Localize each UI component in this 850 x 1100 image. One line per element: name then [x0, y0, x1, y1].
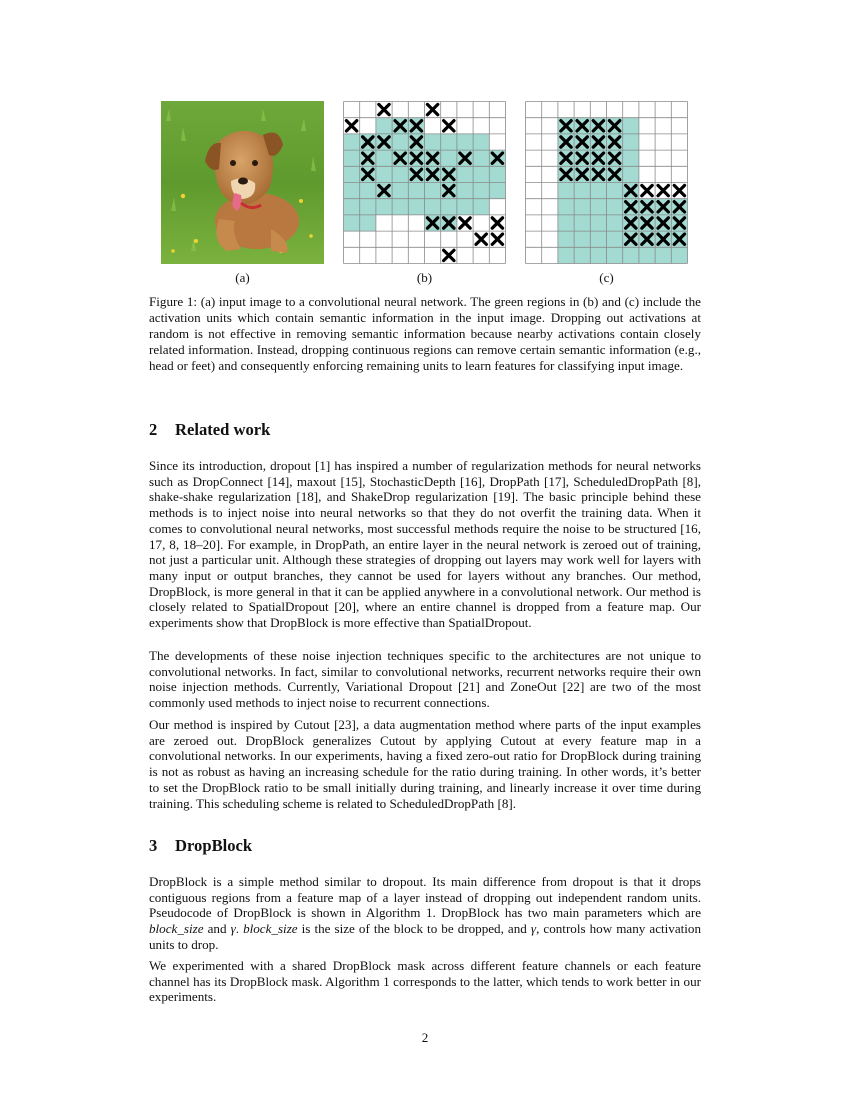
- paragraph: [149, 874, 701, 953]
- grid-c-semantic-cell: [623, 118, 639, 134]
- grid-c-semantic-cell: [574, 199, 590, 215]
- grid-c-semantic-cell: [574, 231, 590, 247]
- grid-c-semantic-cell: [623, 150, 639, 166]
- grid-b-semantic-cell: [473, 199, 489, 215]
- grid-c-semantic-cell: [623, 134, 639, 150]
- text-run: , controls how many activation units to drop.: [149, 921, 702, 952]
- grid-b-semantic-cell: [344, 134, 360, 150]
- grid-c-semantic-cell: [574, 247, 590, 263]
- paragraph: Since its introduction, dropout [1] has inspired a number of regularization methods for neural networks such as DropConnect [14], maxout [15], StochasticDepth [16], DropPath [17], ScheduledDropPath [8], shake-shake regularization [18], and ShakeDrop regularization [19]. The basic principle behind these methods is to inject noise into neural networks so that they do not overfit the training data. When it comes to convolutional neural networks, most successful methods require the noise to be structured [16, 17, 8, 18–20]. For example, in DropPath, an entire layer in the neural network is zeroed out of training, not just a particular unit. Although these strategies of dropping out layers may work well for layers with many input or output branches, they cannot be used for layers without any branches. Our method, DropBlock, is more general in that it can be applied anywhere in a convolutional network. Our method is closely related to SpatialDropout [20], where an entire channel is dropped from a feature map. Our experiments show that DropBlock is more effective than SpatialDropout.: [149, 458, 701, 631]
- grid-c-semantic-cell: [607, 199, 623, 215]
- text-run: .: [235, 921, 244, 937]
- grid-b-semantic-cell: [457, 166, 473, 182]
- page-number: 2: [421, 1030, 429, 1045]
- grid-b-semantic-cell: [457, 183, 473, 199]
- figure-panel-c: [525, 101, 688, 286]
- grid-c-semantic-cell: [607, 247, 623, 263]
- figure-caption: Figure 1: (a) input image to a convolutional neural network. The green regions in (b) and (c) include the activation units which contain semantic information in the input image. Dropping out activations at random is not effective in removing semantic information because nearby activations contain closely related information. Instead, dropping continuous regions can remove certain semantic information (e.g., head or feet) and consequently enforcing remaining units to learn features for classifying input image.: [149, 294, 701, 374]
- grid-b-semantic-cell: [392, 199, 408, 215]
- section-number: 3: [149, 836, 158, 855]
- grid-c-semantic-cell: [590, 215, 606, 231]
- grid-b-semantic-cell: [473, 134, 489, 150]
- grid-b-semantic-cell: [360, 199, 376, 215]
- grid-b-semantic-cell: [489, 166, 505, 182]
- sublabel-a: (a): [235, 270, 250, 285]
- grid-b-semantic-cell: [408, 183, 424, 199]
- section-title: DropBlock: [175, 836, 253, 855]
- sublabel-b: (b): [416, 270, 433, 285]
- grid-b-semantic-cell: [360, 215, 376, 231]
- grid-c-semantic-cell: [607, 183, 623, 199]
- figure-panel-a: [161, 101, 324, 286]
- dog-on-grass-photo: [161, 101, 324, 264]
- grid-b-semantic-cell: [441, 199, 457, 215]
- grid-b-semantic-cell: [344, 215, 360, 231]
- grid-b-semantic-cell: [441, 150, 457, 166]
- section-number: 2: [149, 420, 158, 439]
- dropblock-grid: [525, 101, 688, 264]
- text-run: is the size of the block to be dropped, and: [297, 921, 531, 937]
- grid-c-semantic-cell: [590, 231, 606, 247]
- figure-panel-b: [343, 101, 506, 286]
- paragraph: We experimented with a shared DropBlock mask across different feature channels or each feature channel has its DropBlock mask. Algorithm 1 corresponds to the latter, which tends to work better in our experiments.: [149, 958, 701, 1005]
- grid-b-semantic-cell: [392, 183, 408, 199]
- grid-b-semantic-cell: [344, 150, 360, 166]
- math-block-size: block_size: [243, 921, 298, 937]
- grid-c-semantic-cell: [558, 215, 574, 231]
- grid-b-semantic-cell: [489, 183, 505, 199]
- grid-b-semantic-cell: [376, 166, 392, 182]
- grid-b-semantic-cell: [473, 166, 489, 182]
- grid-b-semantic-cell: [344, 183, 360, 199]
- paragraph: Our method is inspired by Cutout [23], a data augmentation method where parts of the input examples are zeroed out. DropBlock generalizes Cutout by applying Cutout at every feature map in a convolutional networks. In our experiments, having a fixed zero-out ratio for DropBlock during training is not as robust as having an increasing schedule for the ratio during training. In other words, it’s better to set the DropBlock ratio to be small initially during training, and linearly increase it over time during training. This scheduling scheme is related to ScheduledDropPath [8].: [149, 717, 701, 811]
- grid-b-semantic-cell: [344, 166, 360, 182]
- grid-b-semantic-cell: [473, 150, 489, 166]
- grid-c-semantic-cell: [607, 215, 623, 231]
- grid-c-semantic-cell: [590, 247, 606, 263]
- math-gamma: γ: [230, 921, 236, 937]
- math-block-size: block_size: [149, 921, 204, 937]
- grid-b-semantic-cell: [392, 134, 408, 150]
- grid-b-semantic-cell: [457, 199, 473, 215]
- grid-c-semantic-cell: [590, 199, 606, 215]
- grid-b-semantic-cell: [473, 183, 489, 199]
- text-run: and: [203, 921, 231, 937]
- grid-c-semantic-cell: [639, 247, 655, 263]
- grid-c-semantic-cell: [671, 247, 687, 263]
- grid-b-semantic-cell: [376, 150, 392, 166]
- random-dropout-grid: [343, 101, 506, 264]
- grid-c-semantic-cell: [558, 247, 574, 263]
- grid-b-semantic-cell: [425, 199, 441, 215]
- figure-1: [149, 101, 701, 291]
- grid-c-semantic-cell: [623, 247, 639, 263]
- grid-c-semantic-cell: [574, 215, 590, 231]
- math-gamma: γ: [530, 921, 537, 937]
- paragraph: The developments of these noise injection techniques specific to the architectures are not unique to convolutional networks. In fact, similar to convolutional networks, recurrent networks require their own noise injection methods. Currently, Variational Dropout [21] and ZoneOut [22] are two of the most commonly used methods to inject noise to recurrent connections.: [149, 648, 701, 711]
- grid-b-semantic-cell: [344, 199, 360, 215]
- grid-c-semantic-cell: [558, 231, 574, 247]
- grid-c-semantic-cell: [655, 247, 671, 263]
- section-heading-dropblock: [149, 836, 252, 856]
- grid-c-semantic-cell: [590, 183, 606, 199]
- grid-b-semantic-cell: [376, 118, 392, 134]
- grid-c-semantic-cell: [558, 199, 574, 215]
- grid-c-semantic-cell: [558, 183, 574, 199]
- grid-b-semantic-cell: [408, 199, 424, 215]
- section-heading-related-work: [149, 420, 270, 440]
- section-title: Related work: [175, 420, 271, 439]
- grid-b-semantic-cell: [425, 183, 441, 199]
- grid-b-semantic-cell: [360, 183, 376, 199]
- grid-b-semantic-cell: [425, 134, 441, 150]
- grid-c-semantic-cell: [607, 231, 623, 247]
- sublabel-c: (c): [599, 270, 614, 285]
- grid-c-semantic-cell: [623, 166, 639, 182]
- grid-c-semantic-cell: [574, 183, 590, 199]
- grid-b-semantic-cell: [376, 199, 392, 215]
- grid-b-semantic-cell: [457, 134, 473, 150]
- text-run: DropBlock is a simple method similar to dropout. Its main difference from dropout is that it drops contiguous regions from a feature map of a layer instead of dropping out independent random units. Pseudocode of DropBlock is shown in Algorithm 1. DropBlock has two main parameters which are: [149, 874, 701, 921]
- grid-b-semantic-cell: [392, 166, 408, 182]
- grid-b-semantic-cell: [441, 134, 457, 150]
